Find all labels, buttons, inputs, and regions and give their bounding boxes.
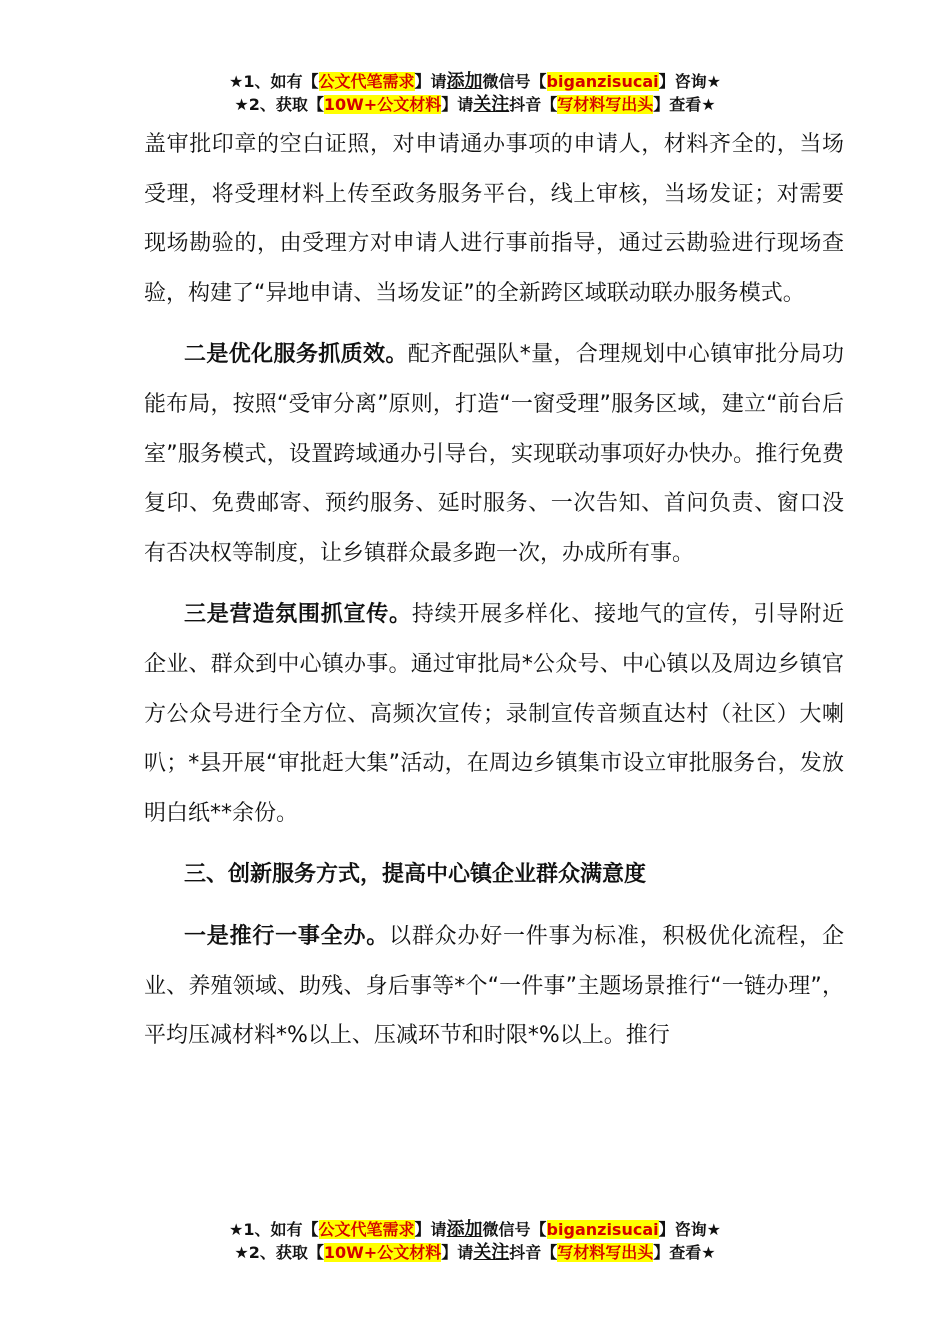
banner-line-1-mid: 】请 xyxy=(414,72,447,91)
paragraph-text: 配齐配强队*量，合理规划中心镇审批分局功能布局，按照“受审分离”原则，打造“一窗受理”服务区域，建立“前台后室”服务模式，设置跨域通办引导台，实现联动事项好办快办。推行免费复印、免费邮寄、预约服务、延时服务、一次告知、首问负责、窗口没有否决权等制度，让乡镇群众最多跑一次，办成所有事。 xyxy=(144,342,844,566)
banner-emphasis-add: 添加 xyxy=(446,71,483,92)
banner-line-1-prefix: ★1、如有【 xyxy=(229,1220,319,1239)
paragraph-lead: 三是营造氛围抓宣传。 xyxy=(184,602,412,628)
paragraph-publicity xyxy=(144,590,844,838)
banner-line-2-suffix: 】查看★ xyxy=(653,1243,716,1262)
banner-line-1-prefix: ★1、如有【 xyxy=(229,72,319,91)
banner-highlight-service: 公文代笔需求 xyxy=(318,1220,415,1239)
banner-line-1 xyxy=(0,1218,950,1241)
banner-line-2 xyxy=(0,93,950,116)
paragraph-text: 以群众办好一件事为标准，积极优化流程，企业、养殖领域、助残、身后事等*个“一件事”主题场景推行“一链办理”，平均压减材料*%以上、压减环节和时限*%以上。推行 xyxy=(144,923,844,1049)
banner-line-2-mid: 】请 xyxy=(441,95,474,114)
banner-highlight-wechat-id: biganzisucai xyxy=(546,72,659,91)
paragraph-text: 持续开展多样化、接地气的宣传，引导附近企业、群众到中心镇办事。通过审批局*公众号、中心镇以及周边乡镇官方公众号进行全方位、高频次宣传；录制宣传音频直达村（社区）大喇叭；*县开展“审批赶大集”活动，在周边乡镇集市设立审批服务台，发放明白纸**余份。 xyxy=(144,602,844,826)
banner-line-2-suffix: 】查看★ xyxy=(653,95,716,114)
banner-highlight-douyin-id: 写材料写出头 xyxy=(557,1243,654,1262)
header-banner xyxy=(0,70,950,116)
banner-line-2-mid2: 抖音【 xyxy=(509,95,558,114)
banner-line-1-suffix: 】咨询★ xyxy=(658,72,721,91)
banner-emphasis-follow: 关注 xyxy=(473,1242,510,1263)
section-heading: 三、创新服务方式，提高中心镇企业群众满意度 xyxy=(184,862,647,888)
banner-emphasis-follow: 关注 xyxy=(473,94,510,115)
banner-line-2-mid2: 抖音【 xyxy=(509,1243,558,1262)
banner-emphasis-add: 添加 xyxy=(446,1219,483,1240)
banner-line-1-mid2: 微信号【 xyxy=(482,1220,547,1239)
banner-line-1 xyxy=(0,70,950,93)
paragraph-optimize-service xyxy=(144,330,844,578)
footer-banner xyxy=(0,1218,950,1264)
paragraph-continuation xyxy=(144,120,844,318)
paragraph-lead: 二是优化服务抓质效。 xyxy=(184,342,408,368)
banner-highlight-materials: 10W+公文材料 xyxy=(323,1243,442,1262)
banner-line-2 xyxy=(0,1241,950,1264)
banner-highlight-materials: 10W+公文材料 xyxy=(323,95,442,114)
banner-line-1-suffix: 】咨询★ xyxy=(658,1220,721,1239)
paragraph-one-thing xyxy=(144,912,844,1061)
banner-line-1-mid2: 微信号【 xyxy=(482,72,547,91)
paragraph-text: 盖审批印章的空白证照，对申请通办事项的申请人，材料齐全的，当场受理，将受理材料上传至政务服务平台，线上审核，当场发证；对需要现场勘验的，由受理方对申请人进行事前指导，通过云勘验进行现场查验，构建了“异地申请、当场发证”的全新跨区域联动联办服务模式。 xyxy=(144,132,844,306)
banner-highlight-douyin-id: 写材料写出头 xyxy=(557,95,654,114)
banner-line-2-mid: 】请 xyxy=(441,1243,474,1262)
banner-highlight-service: 公文代笔需求 xyxy=(318,72,415,91)
document-body xyxy=(144,120,844,1061)
banner-highlight-wechat-id: biganzisucai xyxy=(546,1220,659,1239)
banner-line-1-mid: 】请 xyxy=(414,1220,447,1239)
banner-line-2-prefix: ★2、获取【 xyxy=(234,95,324,114)
paragraph-lead: 一是推行一事全办。 xyxy=(184,923,390,949)
banner-line-2-prefix: ★2、获取【 xyxy=(234,1243,324,1262)
